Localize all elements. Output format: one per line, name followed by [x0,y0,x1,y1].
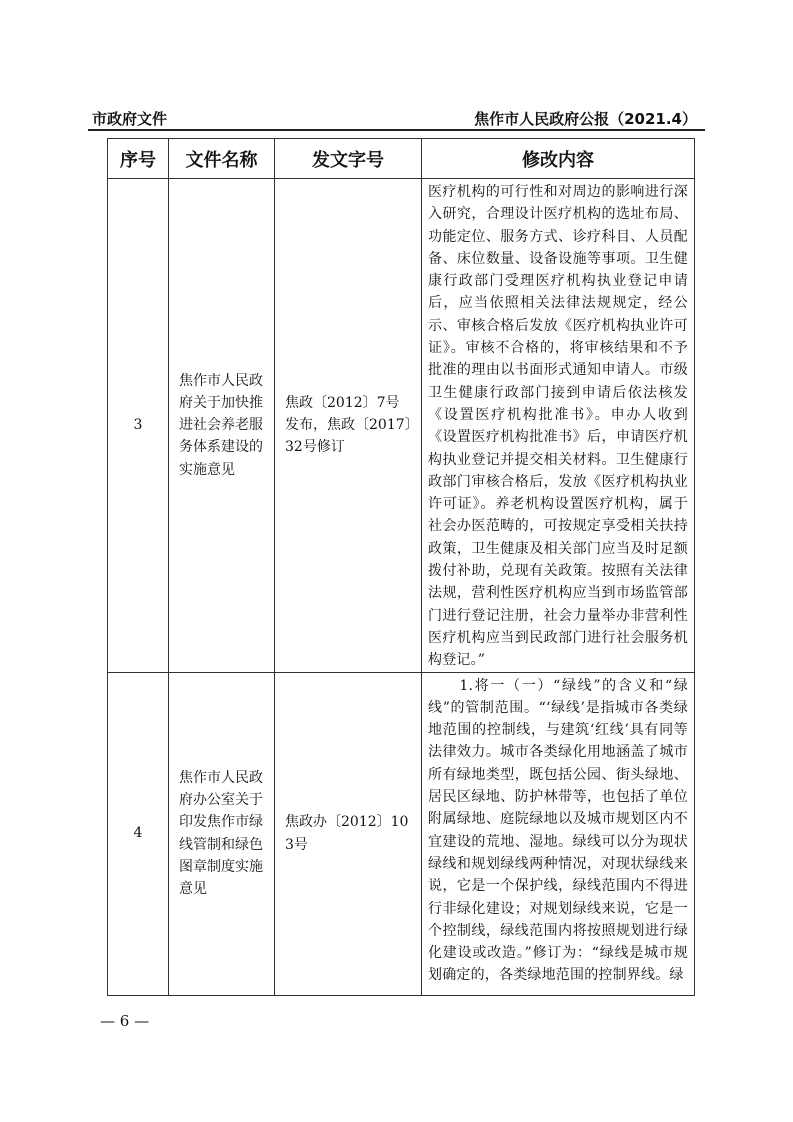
cell-amendment-content: 医疗机构的可行性和对周边的影响进行深入研究，合理设计医疗机构的选址布局、功能定位、服务方式、诊疗科目、人员配备、床位数量、设备设施等事项。卫生健康行政部门受理医疗机构执业登记申请后，应当依照相关法律法规规定，经公示、审核合格后发放《医疗机构执业许可证》。审核不合格的，将审核结果和不予批准的理由以书面形式通知申请人。市级卫生健康行政部门接到申请后依法核发《设置医疗机构批准书》。申办人收到《设置医疗机构批准书》后，申请医疗机构执业登记并提交相关材料。卫生健康行政部门审核合格后，发放《医疗机构执业许可证》。养老机构设置医疗机构，属于社会办医范畴的，可按规定享受相关扶持政策，卫生健康及相关部门应当及时足额拨付补助，兑现有关政策。按照有关法律法规，营利性医疗机构应当到市场监管部门进行登记注册，社会力量举办非营利性医疗机构应当到民政部门进行社会服务机构登记。” [422,179,695,673]
header-publication-title: 焦作市人民政府公报（2021.4） [474,110,697,128]
column-header-name: 文件名称 [169,139,275,179]
column-header-content: 修改内容 [422,139,695,179]
cell-amendment-content: 1.将一（一）“绿线”的含义和“绿线”的管制范围。“‘绿线’是指城市各类绿地范围的控制线，与建筑‘红线’具有同等法律效力。城市各类绿化用地涵盖了城市所有绿地类型，既包括公园、街头绿地、居民区绿地、防护林带等，也包括了单位附属绿地、庭院绿地以及城市规划区内不宜建设的荒地、湿地。绿线可以分为现状绿线和规划绿线两种情况，对现状绿线来说，它是一个保护线，绿线范围内不得进行非绿化建设；对规划绿线来说，它是一个控制线，绿线范围内将按照规划进行绿化建设或改造。”修订为：“绿线是城市规划确定的，各类绿地范围的控制界线。绿 [422,672,695,995]
table-row [108,672,695,995]
cell-document-number: 焦政办〔2012〕103号 [275,672,422,995]
cell-document-number: 焦政〔2012〕7号发布，焦政〔2017〕32号修订 [275,179,422,673]
column-header-seq: 序号 [108,139,169,179]
table-header-row [108,139,695,179]
header-section-label: 市政府文件 [92,110,168,128]
page-number: — 6 — [100,1012,150,1030]
header-rule [88,129,705,131]
table-row [108,179,695,673]
cell-seq: 3 [108,179,169,673]
amendment-table [107,138,695,996]
cell-document-name: 焦作市人民政府关于加快推进社会养老服务体系建设的实施意见 [169,179,275,673]
cell-document-name: 焦作市人民政府办公室关于印发焦作市绿线管制和绿色图章制度实施意见 [169,672,275,995]
cell-seq: 4 [108,672,169,995]
column-header-number: 发文字号 [275,139,422,179]
